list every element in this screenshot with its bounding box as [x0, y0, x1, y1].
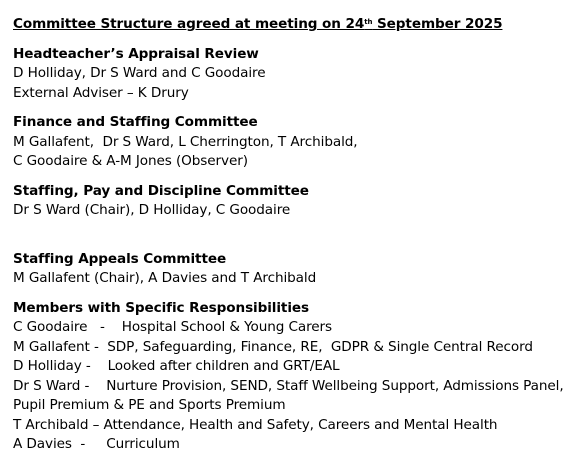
responsibility-line: T Archibald – Attendance, Health and Safety, Careers and Mental Health: [13, 416, 498, 433]
section-heading: Staffing, Pay and Discipline Committee: [13, 182, 309, 199]
section-line: Dr S Ward (Chair), D Holliday, C Goodaire: [13, 202, 291, 218]
section-specific-responsibilities: [13, 299, 581, 455]
document-title: [13, 15, 581, 35]
responsibility-line: M Gallafent - SDP, Safeguarding, Finance, RE, GDPR & Single Central Record: [13, 338, 533, 355]
title-tail: September 2025: [372, 16, 503, 32]
title-text: Committee Structure agreed at meeting on 24: [13, 16, 365, 32]
section-line: M Gallafent (Chair), A Davies and T Archibald: [13, 270, 317, 286]
document-body: [13, 15, 581, 455]
responsibility-line: A Davies - Curriculum: [13, 436, 180, 452]
section-finance-staffing: [13, 113, 581, 172]
section-line: D Holliday, Dr S Ward and C Goodaire: [13, 65, 266, 81]
responsibility-line: Pupil Premium & PE and Sports Premium: [13, 397, 286, 413]
title-ordinal-suffix: th: [364, 18, 373, 26]
responsibility-line: Dr S Ward - Nurture Provision, SEND, Staff Wellbeing Support, Admissions Panel,: [13, 377, 564, 394]
section-heading: Headteacher’s Appraisal Review: [13, 45, 259, 62]
section-staffing-pay-discipline: [13, 182, 581, 221]
section-line: External Adviser – K Drury: [13, 84, 189, 101]
section-heading: Members with Specific Responsibilities: [13, 299, 309, 316]
section-line: C Goodaire & A-M Jones (Observer): [13, 153, 248, 169]
section-line: M Gallafent, Dr S Ward, L Cherrington, T Archibald,: [13, 133, 358, 150]
responsibility-line: C Goodaire - Hospital School & Young Carers: [13, 319, 333, 335]
section-headteacher-appraisal: [13, 45, 581, 104]
responsibility-line: D Holliday - Looked after children and GRT/EAL: [13, 358, 340, 374]
section-heading: Finance and Staffing Committee: [13, 114, 258, 130]
section-heading: Staffing Appeals Committee: [13, 250, 227, 267]
section-staffing-appeals: [13, 250, 581, 289]
